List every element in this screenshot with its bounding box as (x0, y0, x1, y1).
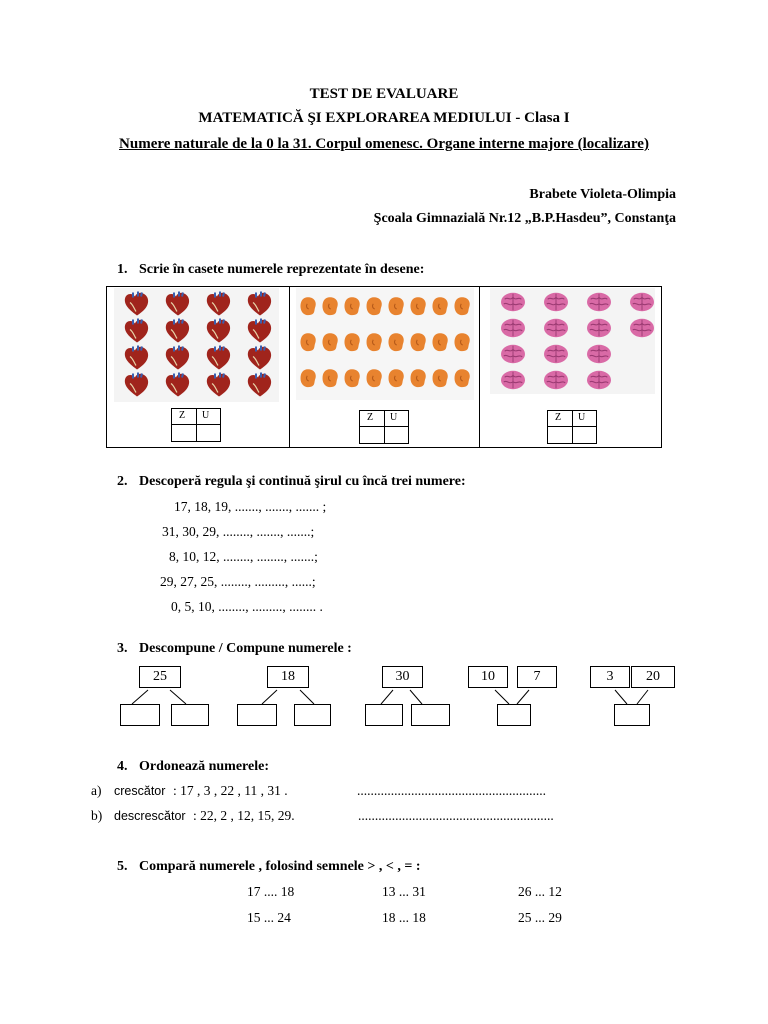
ex5-number: 5. (117, 859, 128, 874)
answer-box[interactable] (497, 704, 531, 726)
kidney-icon (429, 360, 451, 396)
kidney-icon (385, 324, 407, 360)
comparison-item[interactable]: 26 ... 12 (518, 884, 562, 899)
comparison-item[interactable]: 17 .... 18 (247, 884, 295, 899)
number-box: 25 (139, 666, 181, 688)
heart-icon (122, 317, 152, 344)
kidney-icon (407, 324, 429, 360)
answer-box[interactable] (614, 704, 650, 726)
ex3-instruction: Descompune / Compune numerele : (139, 641, 352, 656)
heart-icon (163, 317, 193, 344)
kidney-icon (407, 360, 429, 396)
ex1-number: 1. (117, 262, 128, 277)
item-b-values: : 22, 2 , 12, 15, 29. (193, 808, 295, 823)
brain-icon (498, 342, 528, 366)
zu-divider (572, 411, 573, 443)
heart-icon (204, 371, 234, 398)
divider (289, 286, 290, 448)
comparison-item[interactable]: 25 ... 29 (518, 910, 562, 925)
number-box: 18 (267, 666, 309, 688)
answer-box[interactable] (294, 704, 331, 726)
brain-icon (541, 290, 571, 314)
kidney-icon (363, 288, 385, 324)
kidney-icon (341, 288, 363, 324)
u-label: U (578, 412, 586, 423)
answer-box[interactable] (411, 704, 450, 726)
heart-icon (122, 290, 152, 317)
heart-icon (122, 371, 152, 398)
comparison-item[interactable]: 15 ... 24 (247, 910, 291, 925)
brain-icon (584, 368, 614, 392)
number-box: 3 (590, 666, 630, 688)
brain-icon (541, 342, 571, 366)
u-label: U (202, 410, 210, 421)
school-name: Şcoala Gimnazială Nr.12 „B.P.Hasdeu”, Constanţa (373, 211, 676, 226)
heart-icon (163, 344, 193, 371)
kidney-icon (429, 324, 451, 360)
brain-icon (498, 368, 528, 392)
zu-box-brains[interactable] (547, 410, 597, 444)
brain-icon (627, 290, 657, 314)
heart-icon (204, 344, 234, 371)
sequence-row: 17, 18, 19, ......., ......., ....... ; (174, 499, 327, 514)
item-a-word: crescător (114, 784, 166, 798)
sequence-row: 29, 27, 25, ........, ........., ......; (160, 574, 316, 589)
item-a-values: : 17 , 3 , 22 , 11 , 31 . (173, 783, 288, 798)
kidney-icon (385, 288, 407, 324)
topic-line (0, 136, 768, 153)
kidney-icon (451, 288, 473, 324)
heart-icon (122, 344, 152, 371)
item-a-label: a) (91, 783, 102, 798)
kidney-icon (297, 360, 319, 396)
subject-title: MATEMATICĂ ŞI EXPLORAREA MEDIULUI - Clasa I (198, 110, 570, 126)
kidney-icon (297, 288, 319, 324)
kidney-icon (297, 324, 319, 360)
brain-icon (541, 316, 571, 340)
brain-icon (541, 368, 571, 392)
comparison-item[interactable]: 18 ... 18 (382, 910, 426, 925)
kidney-icon (341, 324, 363, 360)
kidney-icon (319, 360, 341, 396)
heart-icon (204, 317, 234, 344)
z-label: Z (367, 412, 374, 423)
zu-divider (196, 409, 197, 441)
u-label: U (390, 412, 398, 423)
topic-text: Numere naturale de la 0 la 31. Corpul omenesc. Organe interne majore (localizare) (119, 136, 649, 152)
kidney-icon (319, 324, 341, 360)
ex1-figure (106, 286, 662, 448)
kidney-icon (451, 324, 473, 360)
heart-icon (163, 290, 193, 317)
ex5-instruction: Compară numerele , folosind semnele > , < , = : (139, 859, 421, 874)
sequence-row: 8, 10, 12, ........, ........, .......; (169, 549, 318, 564)
brain-icon (627, 316, 657, 340)
brain-icon (584, 290, 614, 314)
kidney-icon (363, 324, 385, 360)
heart-icon (245, 290, 275, 317)
answer-box[interactable] (237, 704, 277, 726)
zu-box-kidneys[interactable] (359, 410, 409, 444)
kidney-icon (363, 360, 385, 396)
item-b-label: b) (91, 808, 103, 823)
number-box: 7 (517, 666, 557, 688)
ex3-diagrams (0, 660, 768, 740)
divider (479, 286, 480, 448)
brain-icon (584, 316, 614, 340)
kidney-icon (451, 360, 473, 396)
heart-icon (204, 290, 234, 317)
ex3-number: 3. (117, 641, 128, 656)
heart-icon (245, 344, 275, 371)
heart-icon (245, 371, 275, 398)
author-name: Brabete Violeta-Olimpia (529, 187, 676, 202)
answer-box[interactable] (120, 704, 160, 726)
number-box: 20 (631, 666, 675, 688)
brain-icon (498, 316, 528, 340)
answer-box[interactable] (365, 704, 403, 726)
sequence-row: 31, 30, 29, ........, ......., .......; (162, 524, 315, 539)
z-label: Z (179, 410, 186, 421)
item-b-word: descrescător (114, 809, 186, 823)
ex1-instruction: Scrie în casete numerele reprezentate în desene: (139, 262, 425, 277)
kidney-icon (407, 288, 429, 324)
answer-box[interactable] (171, 704, 209, 726)
kidney-icon (385, 360, 407, 396)
heart-icon (245, 317, 275, 344)
item-b-answer-line[interactable]: .......................................................... (358, 808, 554, 823)
brain-icon (498, 290, 528, 314)
zu-box-hearts[interactable] (171, 408, 221, 442)
ex2-number: 2. (117, 474, 128, 489)
number-box: 30 (382, 666, 423, 688)
item-a-answer-line[interactable]: ........................................................ (357, 783, 546, 798)
kidney-icon (341, 360, 363, 396)
ex2-instruction: Descoperă regula şi continuă şirul cu încă trei numere: (139, 474, 466, 489)
kidney-icon (429, 288, 451, 324)
z-label: Z (555, 412, 562, 423)
comparison-item[interactable]: 13 ... 31 (382, 884, 426, 899)
number-box: 10 (468, 666, 508, 688)
sequence-row: 0, 5, 10, ........, ........., ........ . (171, 599, 323, 614)
heart-icon (163, 371, 193, 398)
ex4-instruction: Ordonează numerele: (139, 759, 269, 774)
zu-divider (384, 411, 385, 443)
test-title: TEST DE EVALUARE (309, 86, 459, 102)
ex4-number: 4. (117, 759, 128, 774)
kidney-icon (319, 288, 341, 324)
brain-icon (584, 342, 614, 366)
